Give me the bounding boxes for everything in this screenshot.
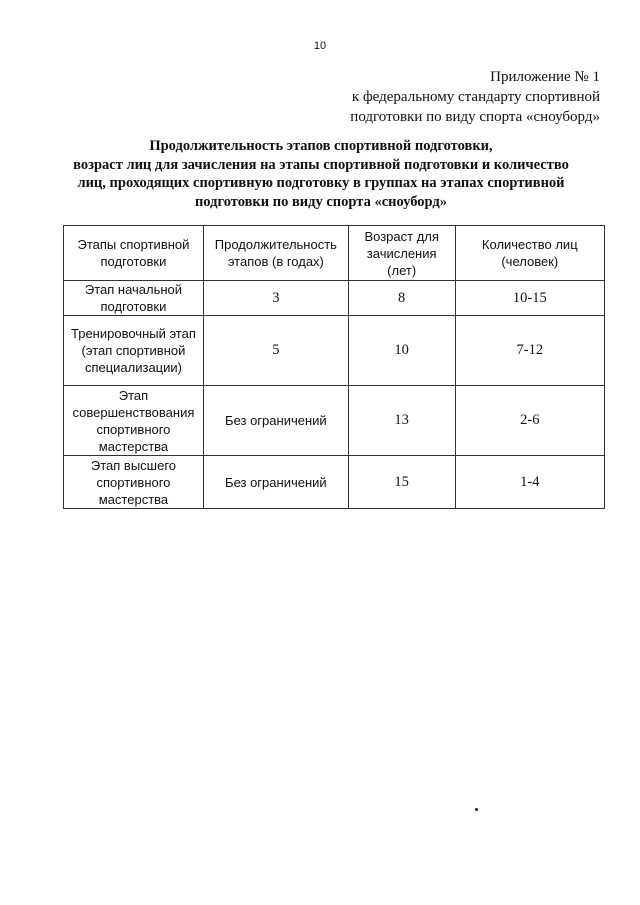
page-number: 10 (313, 40, 327, 52)
table-header-row (64, 226, 605, 281)
header-count: Количество лиц (человек) (455, 226, 604, 281)
title-line: лиц, проходящих спортивную подготовку в группах на этапах спортивной (77, 175, 565, 191)
table-row (64, 456, 605, 509)
cell-age: 15 (348, 456, 455, 509)
cell-stage: Этап высшего спортивного мастерства (64, 456, 204, 509)
training-stages-table (63, 225, 605, 509)
cell-stage: Этап начальной подготовки (64, 281, 204, 316)
title-line: подготовки по виду спорта «сноуборд» (194, 193, 448, 210)
table-row (64, 386, 605, 456)
cell-duration: Без ограничений (203, 386, 348, 456)
header-stage: Этапы спортивной подготовки (64, 226, 204, 281)
header-age: Возраст для зачисления (лет) (348, 226, 455, 281)
cell-stage: Тренировочный этап (этап спортивной специализации) (64, 316, 204, 386)
cell-count: 2-6 (455, 386, 604, 456)
cell-age: 8 (348, 281, 455, 316)
cell-count: 7-12 (455, 316, 604, 386)
appendix-reference (350, 67, 600, 127)
title-line: Продолжительность этапов спортивной подготовки, (149, 138, 493, 154)
cell-duration: 5 (203, 316, 348, 386)
cell-count: 1-4 (455, 456, 604, 509)
cell-age: 10 (348, 316, 455, 386)
table-row (64, 316, 605, 386)
cell-duration: 3 (203, 281, 348, 316)
cell-count: 10-15 (455, 281, 604, 316)
appendix-line: Приложение № 1 (490, 69, 600, 85)
cell-age: 13 (348, 386, 455, 456)
cell-duration: Без ограничений (203, 456, 348, 509)
title-line: возраст лиц для зачисления на этапы спортивной подготовки и количество (73, 156, 569, 173)
header-duration: Продолжительность этапов (в годах) (203, 226, 348, 281)
table-row (64, 281, 605, 316)
appendix-line: к федеральному стандарту спортивной (351, 89, 600, 105)
document-title (40, 137, 602, 211)
cell-stage: Этап совершенствования спортивного мастерства (64, 386, 204, 456)
appendix-line: подготовки по виду спорта «сноуборд» (350, 109, 600, 125)
scan-speck (475, 808, 478, 811)
